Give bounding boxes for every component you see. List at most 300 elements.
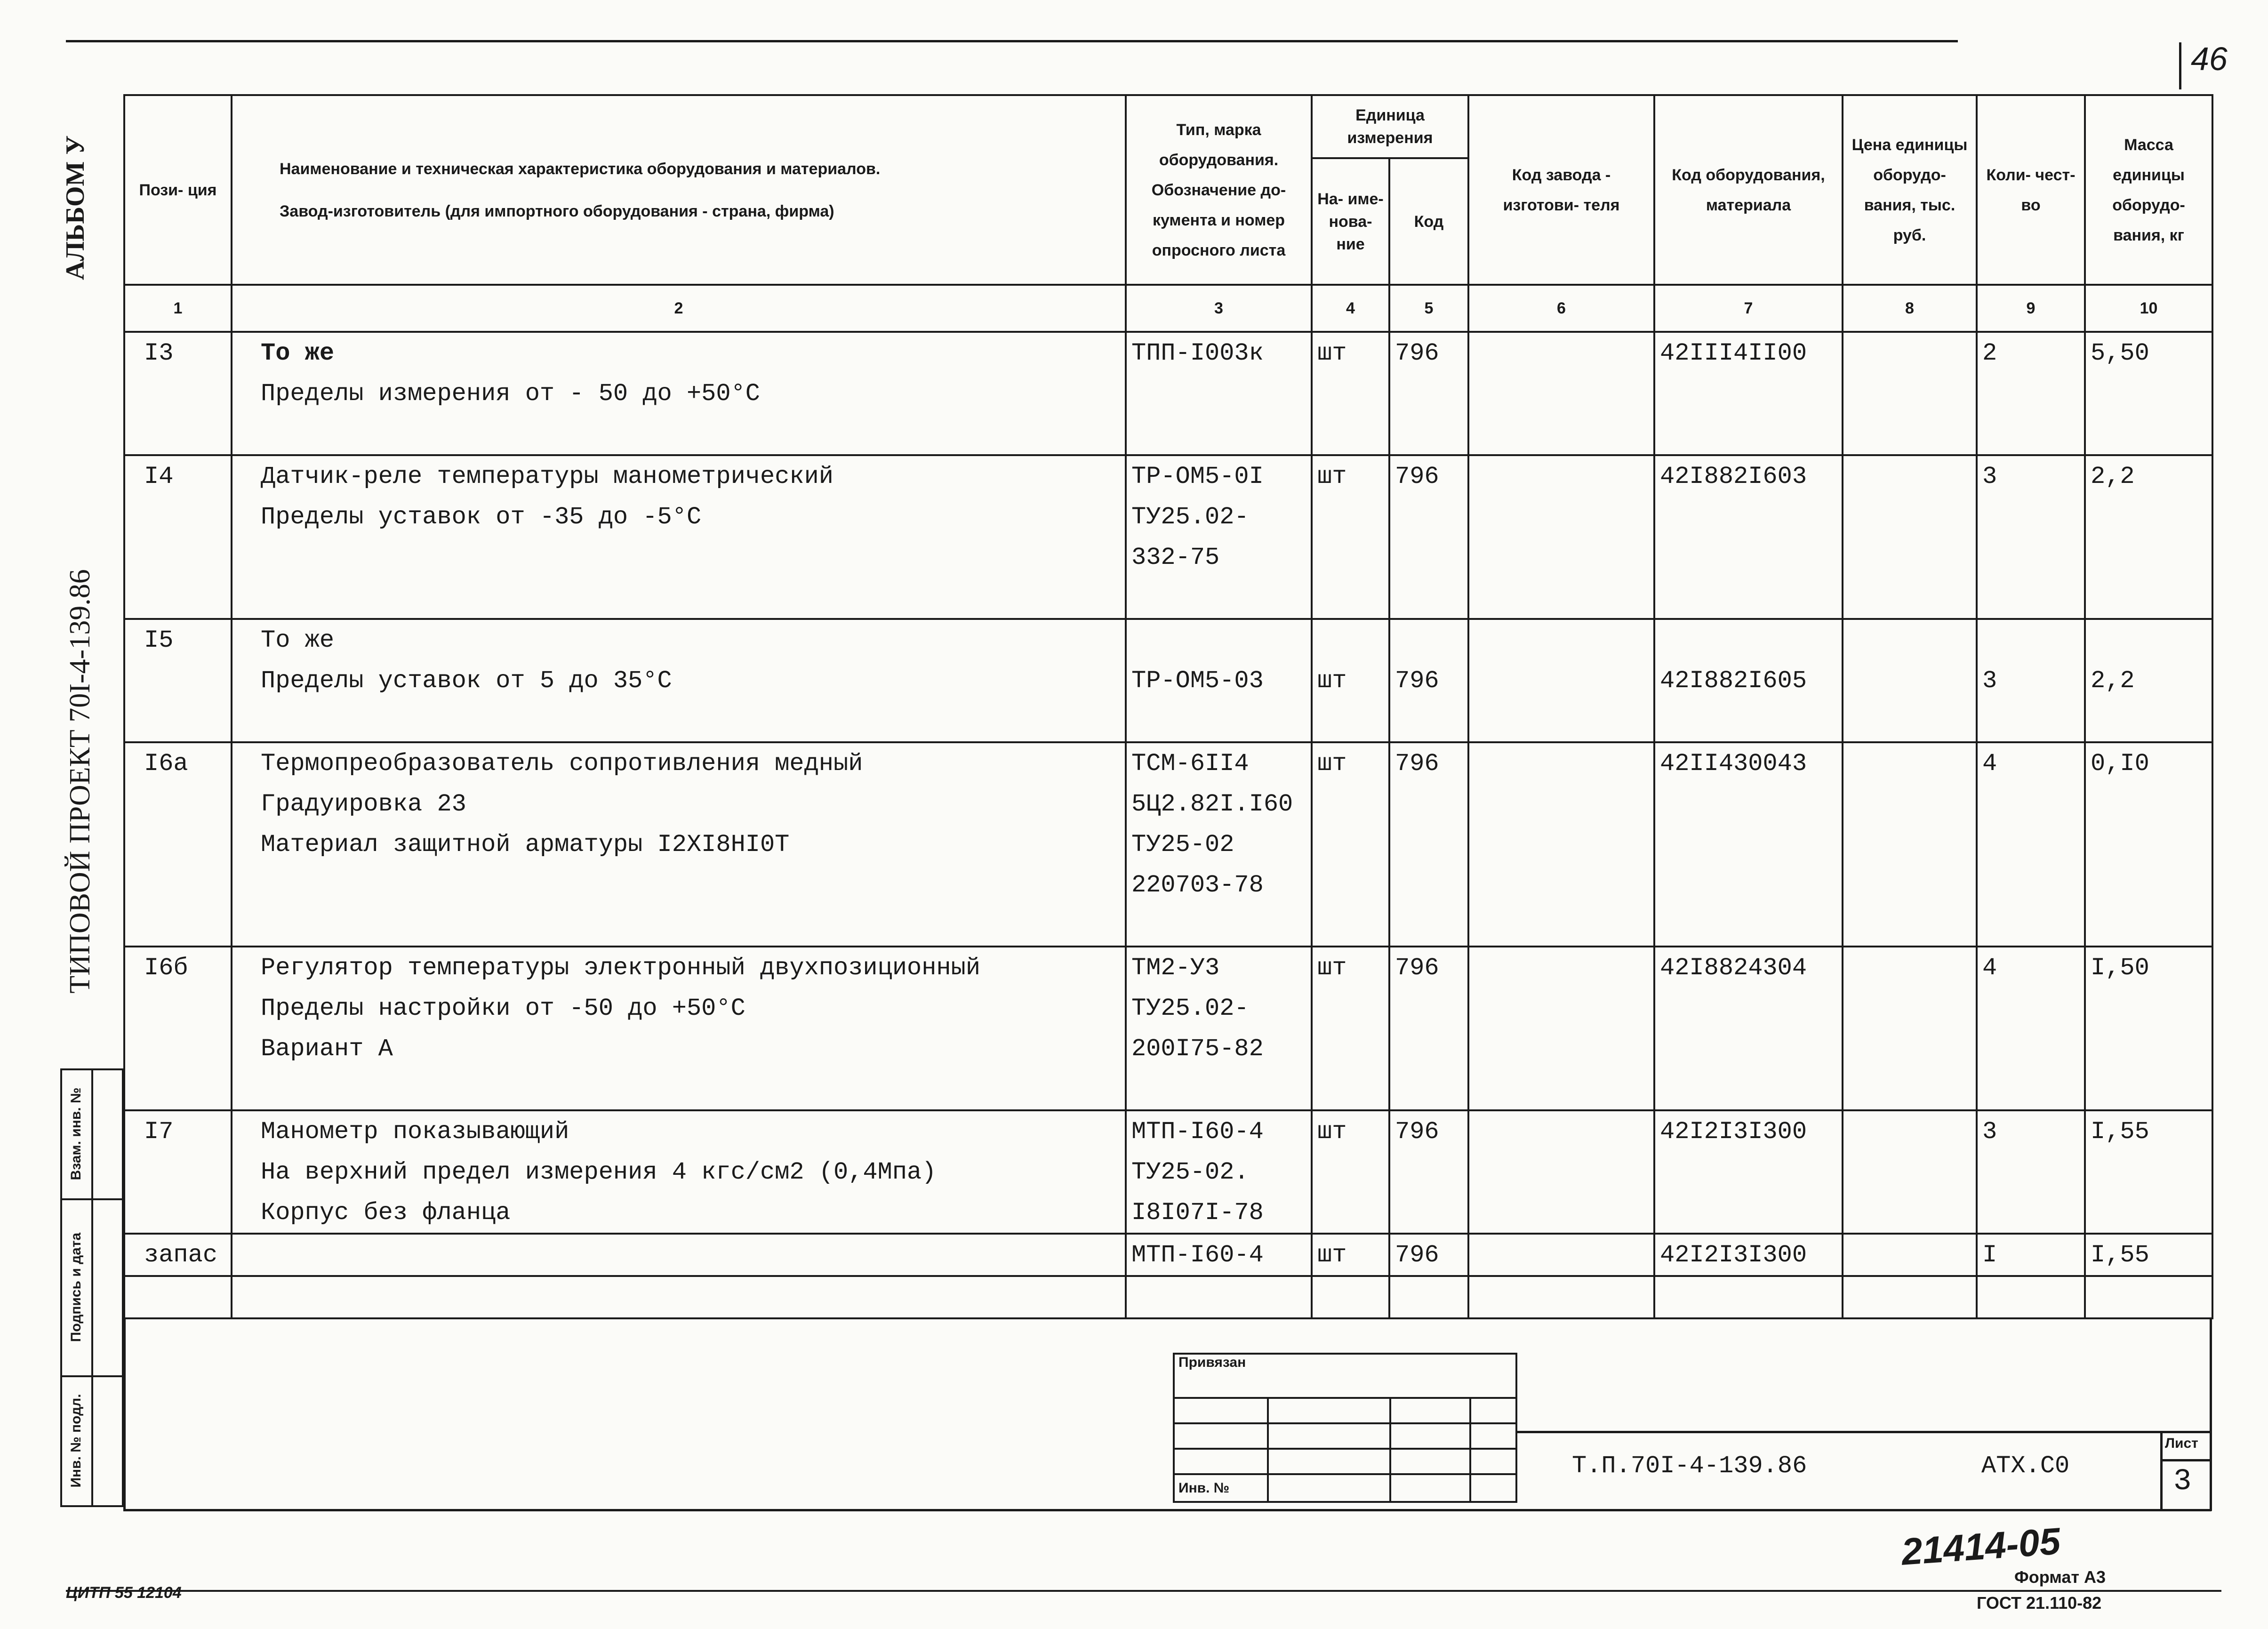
table-row [124,1110,2212,1152]
col-number: 2 [232,285,1126,332]
row-type: ТСМ-6II4 [1126,742,1312,784]
row-equipment-code [1654,784,1843,824]
row-unit [1312,537,1389,578]
row-price [1843,1192,1977,1234]
row-equipment-code: 42III4II00 [1654,332,1843,373]
gost-label: ГОСТ 21.110-82 [1977,1593,2102,1613]
row-unit-code [1389,1276,1468,1318]
header-name-line1: Наименование и техническая характеристика оборудования и материалов. [280,160,881,178]
row-unit: шт [1312,1234,1389,1276]
row-price [1843,414,1977,455]
row-price [1843,988,1977,1028]
row-price [1843,824,1977,865]
row-unit-code [1389,988,1468,1028]
table-row [124,414,2212,455]
row-name: Датчик-реле температуры манометрический [232,455,1126,497]
row-unit-code: 796 [1389,332,1468,373]
row-equipment-code [1654,1069,1843,1110]
table-row [124,1069,2212,1110]
page-number-bracket [2179,42,2181,89]
row-mass: 0,I0 [2085,742,2212,784]
header-position: Пози- ция [124,95,232,285]
row-unit [1312,578,1389,619]
row-equipment-code [1654,824,1843,865]
row-factory-code [1468,1192,1654,1234]
table-row [124,455,2212,497]
row-position [124,414,232,455]
row-mass [2085,905,2212,947]
row-name: Пределы уставок от -35 до -5°С [232,497,1126,537]
header-type: Тип, марка оборудования. Обозначение до- кумента и номер опросного листа [1126,95,1312,285]
row-price [1843,332,1977,373]
row-equipment-code [1654,1276,1843,1318]
row-price [1843,1069,1977,1110]
sheet-label: Лист [2165,1436,2198,1451]
row-type: 5Ц2.82I.I60 [1126,784,1312,824]
row-mass [2085,1028,2212,1069]
row-unit-code: 796 [1389,1234,1468,1276]
row-mass [2085,784,2212,824]
row-factory-code [1468,784,1654,824]
table-row [124,537,2212,578]
table-row [124,578,2212,619]
inv-podl-label: Инв. № подл. [68,1394,84,1488]
row-type: МТП-I60-4 [1126,1234,1312,1276]
row-unit [1312,373,1389,414]
row-name: То же [232,619,1126,660]
table-row [124,619,2212,660]
row-unit: шт [1312,947,1389,988]
row-quantity [1977,1069,2085,1110]
row-price [1843,742,1977,784]
row-equipment-code: 42II430043 [1654,742,1843,784]
row-type: I8I07I-78 [1126,1192,1312,1234]
row-quantity [1977,414,2085,455]
row-factory-code [1468,537,1654,578]
row-price [1843,1110,1977,1152]
row-type: ТУ25-02 [1126,824,1312,865]
row-quantity: 4 [1977,947,2085,988]
row-name: Термопреобразователь сопротивления медный [232,742,1126,784]
row-unit-code [1389,1152,1468,1192]
row-unit [1312,824,1389,865]
row-type [1126,619,1312,660]
row-unit-code: 796 [1389,660,1468,701]
row-price [1843,1234,1977,1276]
row-price [1843,455,1977,497]
row-name [232,414,1126,455]
row-factory-code [1468,1152,1654,1192]
privyazan-label: Привязан [1174,1354,1516,1398]
row-mass [2085,1192,2212,1234]
row-unit-code [1389,414,1468,455]
row-mass [2085,824,2212,865]
row-position: запас [124,1234,232,1276]
row-mass [2085,497,2212,537]
row-unit [1312,1276,1389,1318]
row-position [124,824,232,865]
row-position [124,1152,232,1192]
row-unit [1312,1152,1389,1192]
row-factory-code [1468,619,1654,660]
col-number: 1 [124,285,232,332]
row-equipment-code [1654,373,1843,414]
cpt-label: ЦИТП 55 12104 [66,1584,182,1602]
row-unit: шт [1312,455,1389,497]
row-equipment-code [1654,988,1843,1028]
row-unit-code: 796 [1389,742,1468,784]
table-row [124,865,2212,905]
row-unit-code [1389,701,1468,742]
col-number: 4 [1312,285,1389,332]
row-mass [2085,1069,2212,1110]
row-position: I6б [124,947,232,988]
row-unit [1312,1028,1389,1069]
row-factory-code [1468,414,1654,455]
side-stamp [60,1068,124,1507]
row-mass [2085,1152,2212,1192]
row-position [124,578,232,619]
row-mass [2085,537,2212,578]
header-price: Цена единицы оборудо- вания, тыс. руб. [1843,95,1977,285]
row-mass: 5,50 [2085,332,2212,373]
table-row [124,1192,2212,1234]
row-factory-code [1468,905,1654,947]
row-factory-code [1468,497,1654,537]
row-equipment-code [1654,1028,1843,1069]
row-position: I5 [124,619,232,660]
row-factory-code [1468,1234,1654,1276]
col-number: 5 [1389,285,1468,332]
row-mass: I,55 [2085,1110,2212,1152]
row-mass [2085,414,2212,455]
row-quantity [1977,537,2085,578]
row-name: Манометр показывающий [232,1110,1126,1152]
row-name: На верхний предел измерения 4 кгс/см2 (0,4Мпа) [232,1152,1126,1192]
row-mass [2085,373,2212,414]
row-unit-code [1389,824,1468,865]
row-name [232,1069,1126,1110]
table-row [124,1028,2212,1069]
top-rule [66,40,1958,42]
project-caption: ТИПОВОЙ ПРОЕКТ 70I-4-139.86 [64,569,96,994]
row-name [232,1234,1126,1276]
row-type: 220703-78 [1126,865,1312,905]
album-caption: АЛЬБОМ У [61,135,90,280]
row-unit-code [1389,905,1468,947]
row-type [1126,414,1312,455]
row-name: Вариант А [232,1028,1126,1069]
row-quantity [1977,1276,2085,1318]
row-unit-code [1389,784,1468,824]
row-factory-code [1468,1276,1654,1318]
row-quantity [1977,619,2085,660]
row-position: I6а [124,742,232,784]
row-unit [1312,619,1389,660]
row-unit-code [1389,497,1468,537]
row-unit [1312,1069,1389,1110]
row-factory-code [1468,373,1654,414]
row-unit: шт [1312,332,1389,373]
row-type: МТП-I60-4 [1126,1110,1312,1152]
row-price [1843,619,1977,660]
row-quantity [1977,701,2085,742]
row-position [124,660,232,701]
row-type: ТУ25.02- [1126,988,1312,1028]
format-label: Формат А3 [2014,1567,2106,1587]
row-price [1843,578,1977,619]
row-position [124,784,232,824]
specification-table [123,94,2213,1319]
row-factory-code [1468,1069,1654,1110]
row-quantity: 3 [1977,455,2085,497]
row-factory-code [1468,332,1654,373]
page-number: 46 [2191,40,2228,77]
frame-left [123,1318,126,1511]
row-type [1126,578,1312,619]
inv-no-label: Инв. № [1174,1474,1268,1502]
row-equipment-code [1654,1192,1843,1234]
row-factory-code [1468,660,1654,701]
header-unit: Единица измерения [1312,95,1468,158]
row-unit-code [1389,1192,1468,1234]
document-code: АТХ.С0 [1981,1452,2070,1480]
table-row [124,1234,2212,1276]
row-type: ТР-ОМ5-03 [1126,660,1312,701]
row-equipment-code: 42I2I3I300 [1654,1110,1843,1152]
row-type: ТУ25.02- [1126,497,1312,537]
row-position [124,1192,232,1234]
row-type [1126,701,1312,742]
table-row [124,497,2212,537]
row-type: 332-75 [1126,537,1312,578]
row-quantity [1977,1152,2085,1192]
row-price [1843,373,1977,414]
row-quantity: 3 [1977,660,2085,701]
row-factory-code [1468,824,1654,865]
row-unit: шт [1312,1110,1389,1152]
row-position [124,497,232,537]
row-factory-code [1468,947,1654,988]
table-row [124,905,2212,947]
row-unit [1312,784,1389,824]
row-name [232,701,1126,742]
row-name: Пределы настройки от -50 до +50°С [232,988,1126,1028]
table-row [124,1152,2212,1192]
row-equipment-code [1654,619,1843,660]
row-equipment-code [1654,701,1843,742]
table-row [124,373,2212,414]
row-price [1843,1028,1977,1069]
row-unit [1312,497,1389,537]
col-number: 3 [1126,285,1312,332]
row-name: Корпус без фланца [232,1192,1126,1234]
row-position [124,1069,232,1110]
row-name: То же [232,332,1126,373]
row-position: I4 [124,455,232,497]
table-row [124,660,2212,701]
row-mass [2085,619,2212,660]
row-equipment-code: 42I882I603 [1654,455,1843,497]
row-unit-code: 796 [1389,1110,1468,1152]
row-name [232,537,1126,578]
row-factory-code [1468,1028,1654,1069]
row-unit-code [1389,619,1468,660]
row-type: 200I75-82 [1126,1028,1312,1069]
row-type: ТПП-I003к [1126,332,1312,373]
row-quantity: I [1977,1234,2085,1276]
row-unit: шт [1312,660,1389,701]
row-position [124,1028,232,1069]
row-name: Пределы измерения от - 50 до +50°С [232,373,1126,414]
row-equipment-code: 42I882I605 [1654,660,1843,701]
row-unit-code [1389,1069,1468,1110]
row-mass: I,50 [2085,947,2212,988]
row-factory-code [1468,865,1654,905]
header-unit-code: Код [1389,158,1468,285]
row-price [1843,1276,1977,1318]
header-quantity: Коли- чест- во [1977,95,2085,285]
row-factory-code [1468,578,1654,619]
col-number: 9 [1977,285,2085,332]
row-type [1126,1276,1312,1318]
row-equipment-code [1654,414,1843,455]
row-factory-code [1468,742,1654,784]
row-unit-code [1389,537,1468,578]
table-row [124,332,2212,373]
row-unit [1312,988,1389,1028]
row-quantity [1977,865,2085,905]
row-type: ТМ2-У3 [1126,947,1312,988]
row-quantity: 2 [1977,332,2085,373]
row-unit [1312,414,1389,455]
row-quantity: 3 [1977,1110,2085,1152]
row-price [1843,905,1977,947]
row-equipment-code [1654,497,1843,537]
row-mass: I,55 [2085,1234,2212,1276]
row-price [1843,1152,1977,1192]
row-quantity: 4 [1977,742,2085,784]
col-number: 8 [1843,285,1977,332]
row-unit-code [1389,578,1468,619]
privyazan-stamp [1173,1353,1517,1503]
col-number: 10 [2085,285,2212,332]
row-position [124,701,232,742]
frame-bottom [123,1509,2212,1511]
row-unit-code [1389,865,1468,905]
row-factory-code [1468,701,1654,742]
row-position: I7 [124,1110,232,1152]
row-quantity [1977,373,2085,414]
row-unit [1312,701,1389,742]
row-name [232,865,1126,905]
row-equipment-code [1654,1152,1843,1192]
row-unit [1312,905,1389,947]
row-position [124,373,232,414]
row-equipment-code: 42I8824304 [1654,947,1843,988]
table-row [124,784,2212,824]
row-type [1126,1069,1312,1110]
row-name [232,578,1126,619]
row-name [232,1276,1126,1318]
row-position [124,537,232,578]
row-name [232,905,1126,947]
table-row [124,947,2212,988]
header-unit-name: На- име- нова- ние [1312,158,1389,285]
col-number: 6 [1468,285,1654,332]
row-name: Градуировка 23 [232,784,1126,824]
header-name [232,95,1126,285]
header-equipment-code: Код оборудования, материала [1654,95,1843,285]
row-mass: 2,2 [2085,455,2212,497]
vzam-inv-label: Взам. инв. № [68,1087,84,1180]
row-quantity [1977,905,2085,947]
row-name: Материал защитной арматуры I2XI8HI0T [232,824,1126,865]
row-quantity [1977,988,2085,1028]
row-price [1843,865,1977,905]
row-mass [2085,701,2212,742]
handwritten-number: 21414-05 [1900,1520,2062,1573]
col-number: 7 [1654,285,1843,332]
row-position [124,905,232,947]
row-type: ТУ25-02. [1126,1152,1312,1192]
row-unit [1312,1192,1389,1234]
row-factory-code [1468,1110,1654,1152]
row-factory-code [1468,988,1654,1028]
document-number: Т.П.70I-4-139.86 [1572,1452,1807,1480]
row-equipment-code [1654,865,1843,905]
row-unit-code [1389,1028,1468,1069]
row-quantity [1977,784,2085,824]
row-quantity [1977,1192,2085,1234]
row-quantity [1977,578,2085,619]
row-type [1126,373,1312,414]
table-row [124,988,2212,1028]
table-row [124,742,2212,784]
row-type: ТР-ОМ5-0I [1126,455,1312,497]
row-price [1843,784,1977,824]
row-unit [1312,865,1389,905]
row-price [1843,537,1977,578]
row-position [124,988,232,1028]
row-equipment-code [1654,578,1843,619]
row-price [1843,660,1977,701]
table-row [124,824,2212,865]
row-quantity [1977,824,2085,865]
row-quantity [1977,497,2085,537]
row-unit-code: 796 [1389,947,1468,988]
row-position [124,1276,232,1318]
row-name: Пределы уставок от 5 до 35°С [232,660,1126,701]
sheet-box-divider [2160,1459,2210,1461]
row-mass: 2,2 [2085,660,2212,701]
row-equipment-code [1654,905,1843,947]
row-price [1843,497,1977,537]
row-price [1843,701,1977,742]
row-quantity [1977,1028,2085,1069]
row-unit: шт [1312,742,1389,784]
row-mass [2085,865,2212,905]
row-price [1843,947,1977,988]
row-equipment-code: 42I2I3I300 [1654,1234,1843,1276]
table-row [124,701,2212,742]
header-mass: Масса единицы оборудо- вания, кг [2085,95,2212,285]
podpis-data-label: Подпись и дата [68,1232,84,1342]
row-position [124,865,232,905]
row-mass [2085,578,2212,619]
table-row [124,1276,2212,1318]
row-unit-code [1389,373,1468,414]
